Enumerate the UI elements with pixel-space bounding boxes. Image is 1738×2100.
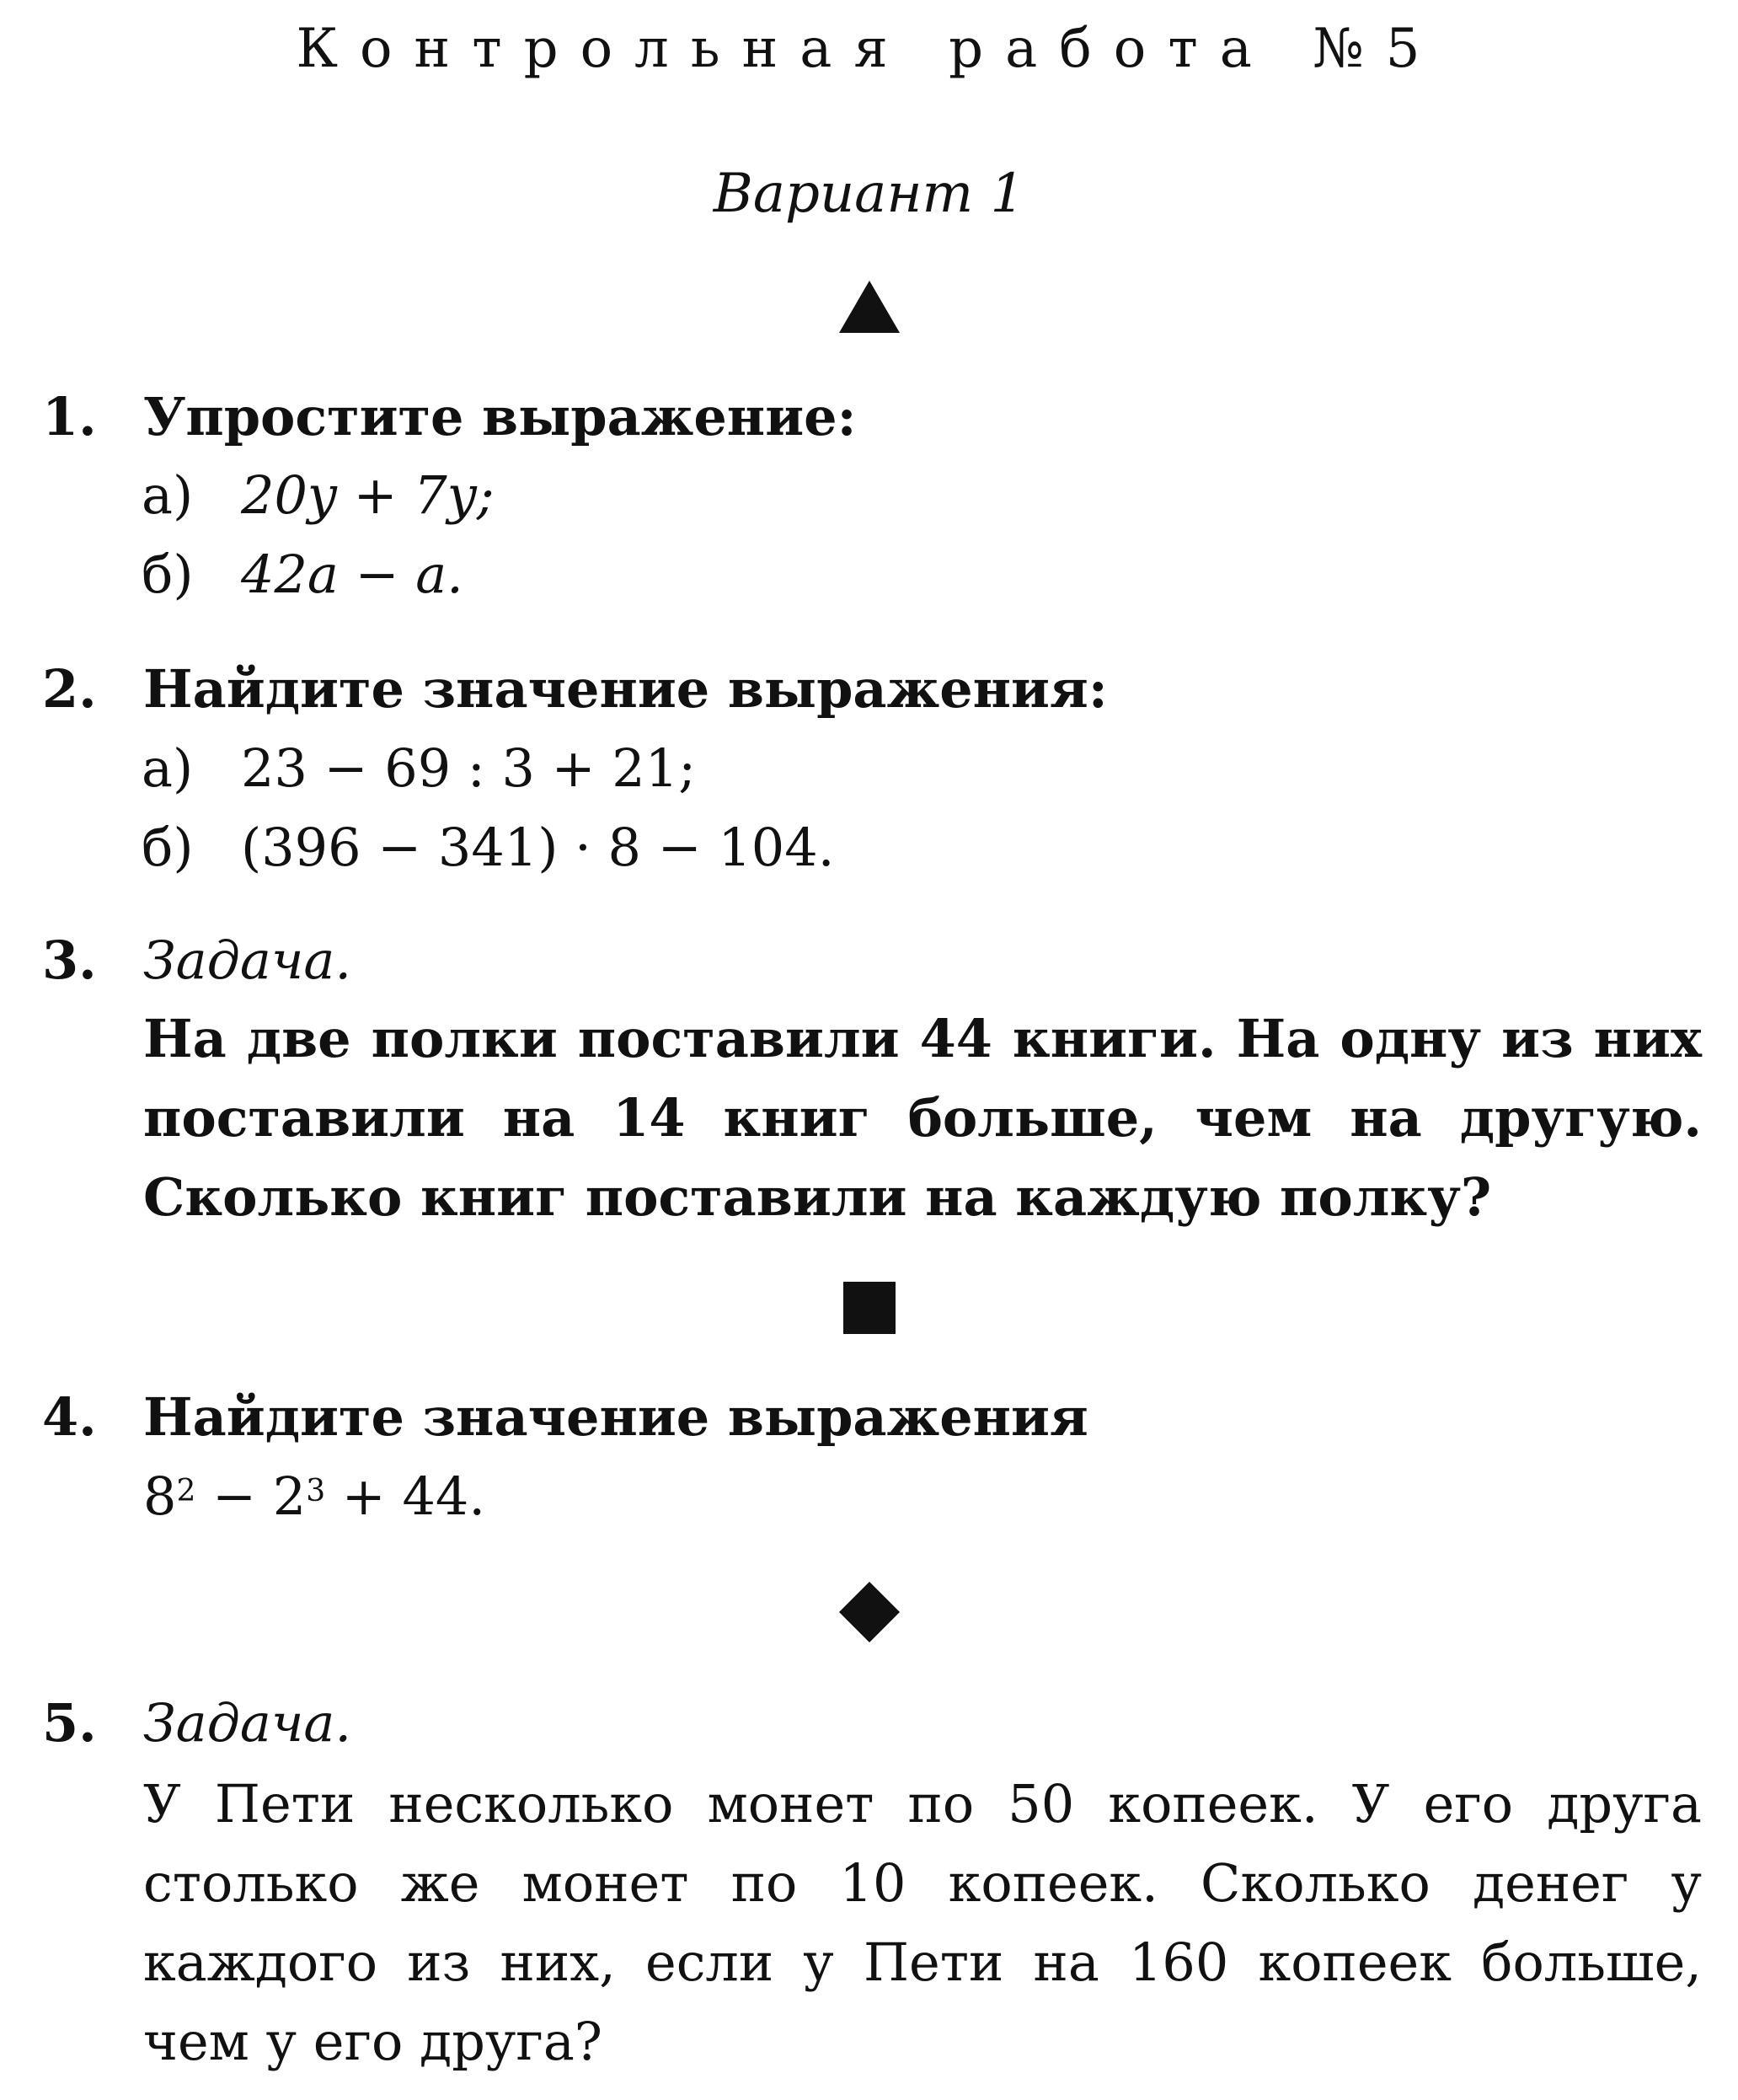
variant-heading: Вариант 1 <box>713 163 1025 225</box>
triangle-icon <box>0 278 1738 346</box>
task-4-tail: + 44. <box>325 1465 486 1527</box>
task-3-text: На две полки поставили 44 книги. На одну из них поставили на 14 книг больше, чем на другую. Сколько книг поставили на каждую полку? <box>143 1008 1702 1228</box>
task-4-number: 4. <box>42 1386 97 1448</box>
page-title: Контрольная работа №5 <box>296 18 1442 80</box>
task-1a-label: а) <box>142 464 194 526</box>
task-4-exp-2: 3 <box>306 1474 326 1508</box>
square-icon <box>0 1279 1738 1347</box>
task-5-number: 5. <box>42 1692 97 1754</box>
task-4-base-2: 2 <box>272 1465 307 1527</box>
task-2a-label: а) <box>142 737 194 799</box>
task-3-number: 3. <box>42 929 97 991</box>
task-4-mid: − <box>195 1465 273 1527</box>
task-2a-expr: 23 − 69 : 3 + 21; <box>241 737 697 799</box>
task-2-prompt: Найдите значение выражения: <box>143 658 1108 720</box>
task-2a <box>142 735 696 802</box>
task-5-heading: Задача. <box>143 1692 352 1754</box>
task-4-exp-1: 2 <box>176 1474 196 1508</box>
task-1b-expr: 42a − a. <box>241 544 463 605</box>
task-2-number: 2. <box>42 658 97 720</box>
task-1-number: 1. <box>42 386 97 447</box>
task-4-base-1: 8 <box>143 1465 177 1527</box>
task-4-expression <box>143 1463 485 1530</box>
task-1b-label: б) <box>142 544 194 605</box>
task-2b-expr: (396 − 341) · 8 − 104. <box>241 817 835 878</box>
task-2b <box>142 814 834 881</box>
task-1a <box>142 462 495 529</box>
diamond-icon <box>0 1580 1738 1655</box>
task-5-text: У Пети несколько монет по 50 копеек. У его друга столько же монет по 10 копеек. Сколько денег у каждого из них, если у Пети на 160 копеек больше, чем у его друга? <box>143 1773 1702 2072</box>
task-1-prompt: Упростите выражение: <box>143 386 857 447</box>
task-1b <box>142 541 463 608</box>
task-2b-label: б) <box>142 817 194 878</box>
task-4-prompt: Найдите значение выражения <box>143 1386 1088 1448</box>
task-1a-expr: 20y + 7y; <box>241 464 495 526</box>
task-3-heading: Задача. <box>143 929 352 991</box>
